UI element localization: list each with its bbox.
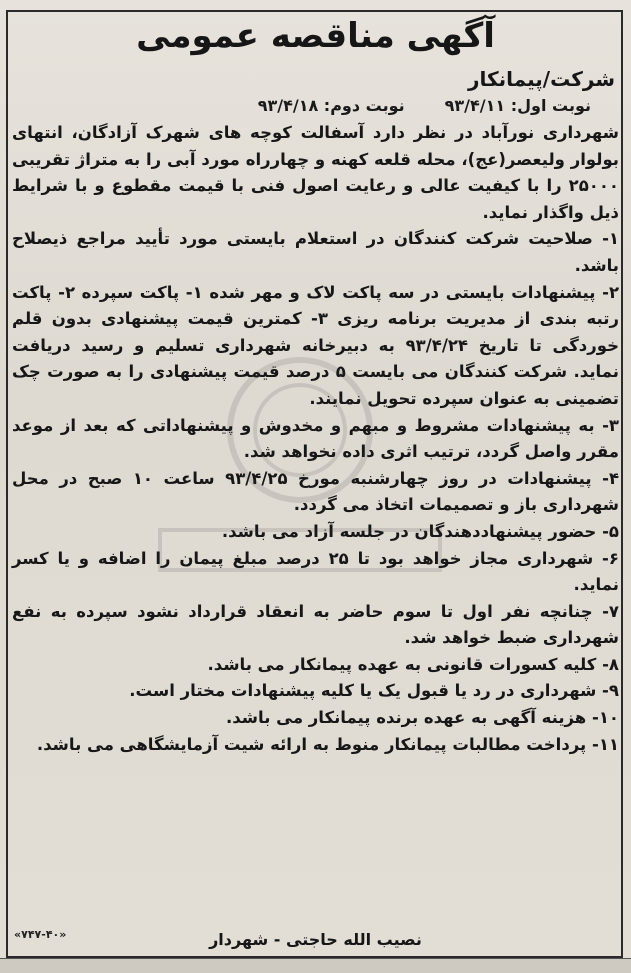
condition-9: ۹- شهرداری در رد یا قبول یک یا کلیه پیشنهادات مختار است. xyxy=(129,681,619,701)
notice-body xyxy=(12,120,619,758)
condition-2: ۲- پیشنهادات بایستی در سه پاکت لاک و مهر شده ۱- پاکت سپرده ۲- پاکت رتبه بندی از مدیریت برنامه ریزی ۳- کمترین قیمت پیشنهادی بدون قلم خوردگی تا تاریخ ۹۳/۴/۲۴ به دبیرخانه شهرداری تسلیم و رسید دریافت نماید. شرکت کنندگان می بایست ۵ درصد قیمت پیشنهادی را به صورت چک تضمینی به عنوان سپرده تحویل نمایند. xyxy=(12,282,620,408)
condition-3: ۳- به پیشنهادات مشروط و مبهم و مخدوش و پیشنهاداتی که بعد از موعد مقرر واصل گردد، ترتیب اثری داده نخواهد شد. xyxy=(12,415,619,462)
condition-7: ۷- چنانچه نفر اول تا سوم حاضر به انعقاد قرارداد نشود سپرده به نفع شهرداری ضبط خواهد شد. xyxy=(12,601,619,648)
condition-4: ۴- پیشنهادات در روز چهارشنبه مورخ ۹۳/۴/۲۵ ساعت ۱۰ صبح در محل شهرداری باز و تصمیمات اتخاذ می گردد. xyxy=(12,468,620,515)
second-round-date: نوبت دوم: ۹۳/۴/۱۸ xyxy=(257,96,405,115)
condition-11: ۱۱- پرداخت مطالبات پیمانکار منوط به ارائه شیت آزمایشگاهی می باشد. xyxy=(36,734,619,754)
condition-8: ۸- کلیه کسورات قانونی به عهده پیمانکار می باشد. xyxy=(207,654,619,674)
condition-5: ۵- حضور پیشنهاددهندگان در جلسه آزاد می باشد. xyxy=(221,521,619,541)
notice-title: آگهی مناقصه عمومی xyxy=(136,16,495,56)
page-edge xyxy=(0,958,631,973)
condition-6: ۶- شهرداری مجاز خواهد بود تا ۲۵ درصد مبلغ پیمان را اضافه و یا کسر نماید. xyxy=(12,548,619,595)
condition-1: ۱- صلاحیت شرکت کنندگان در استعلام بایستی مورد تأیید مراجع ذیصلاح باشد. xyxy=(12,229,619,275)
publication-dates xyxy=(31,96,591,115)
condition-10: ۱۰- هزینه آگهی به عهده برنده پیمانکار می باشد. xyxy=(225,708,619,728)
notice-subtitle: شرکت/پیمانکار xyxy=(468,67,615,91)
notice-intro: شهرداری نورآباد در نظر دارد آسفالت کوچه های شهرک آزادگان، انتهای بولوار ولیعصر(عج)، محله قلعه کهنه و چهارراه مورد آبی را به متراژ تقریبی ۲۵۰۰۰ را با کیفیت عالی و رعایت اصول فنی با قیمت مقطوع و با شرایط ذیل واگذار نماید. xyxy=(12,123,619,222)
first-round-date: نوبت اول: ۹۳/۴/۱۱ xyxy=(444,96,591,115)
ad-code: «۷۴۷-۴۰» xyxy=(14,928,67,941)
signature: نصیب الله حاجتی - شهردار xyxy=(209,930,422,949)
